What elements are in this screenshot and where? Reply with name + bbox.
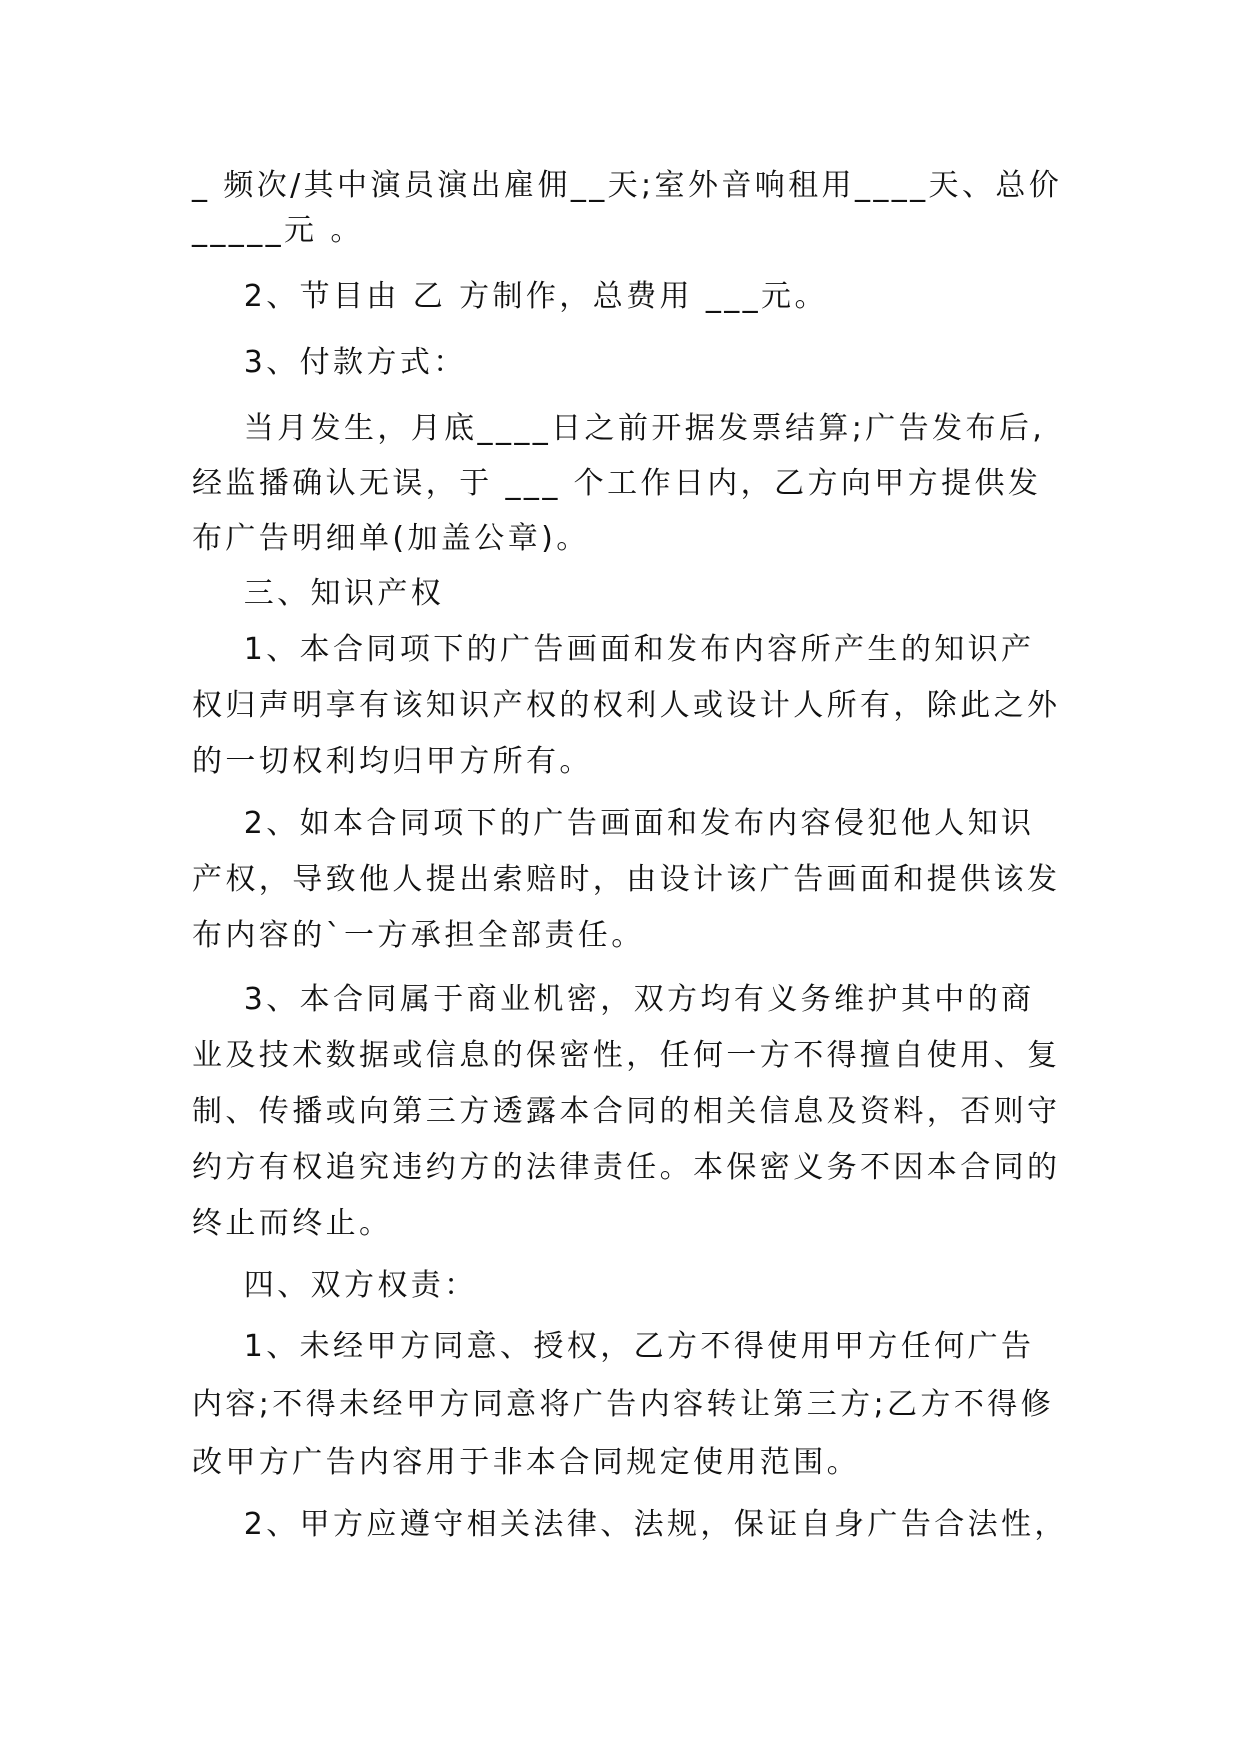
text-line: 产权，导致他人提出索赔时，由设计该广告画面和提供该发: [192, 862, 1061, 897]
text-line: 业及技术数据或信息的保密性，任何一方不得擅自使用、复: [192, 1038, 1061, 1073]
text-line: _ 频次/其中演员演出雇佣__天;室外音响租用____天、总价: [192, 168, 1063, 203]
text-line: 2、节目由 乙 方制作，总费用 ___元。: [192, 279, 828, 314]
text-line: 1、本合同项下的广告画面和发布内容所产生的知识产: [192, 632, 1035, 667]
text-line: 权归声明享有该知识产权的权利人或设计人所有，除此之外: [192, 688, 1061, 723]
text-line: 内容;不得未经甲方同意将广告内容转让第三方;乙方不得修: [192, 1387, 1055, 1422]
text-line: 经监播确认无误，于 ___ 个工作日内，乙方向甲方提供发: [192, 466, 1042, 501]
text-line: _____元 。: [192, 213, 364, 248]
text-line: 当月发生，月底____日之前开据发票结算;广告发布后,: [192, 411, 1046, 446]
text-line: 布广告明细单(加盖公章)。: [192, 521, 590, 556]
text-line: 布内容的`一方承担全部责任。: [192, 918, 645, 953]
text-line: 的一切权利均归甲方所有。: [192, 744, 593, 779]
text-line: 约方有权追究违约方的法律责任。本保密义务不因本合同的: [192, 1150, 1061, 1185]
text-line: 2、如本合同项下的广告画面和发布内容侵犯他人知识: [192, 806, 1035, 841]
text-line: 3、本合同属于商业机密，双方均有义务维护其中的商: [192, 982, 1035, 1017]
text-line: 3、付款方式：: [192, 345, 467, 380]
section-heading: 四、双方权责：: [192, 1268, 478, 1303]
text-line: 1、未经甲方同意、授权，乙方不得使用甲方任何广告: [192, 1329, 1035, 1364]
text-line: 改甲方广告内容用于非本合同规定使用范围。: [192, 1445, 860, 1480]
text-line: 2、甲方应遵守相关法律、法规，保证自身广告合法性，: [192, 1507, 1068, 1542]
text-line: 制、传播或向第三方透露本合同的相关信息及资料，否则守: [192, 1094, 1061, 1129]
section-heading: 三、知识产权: [192, 576, 445, 611]
text-line: 终止而终止。: [192, 1206, 393, 1241]
